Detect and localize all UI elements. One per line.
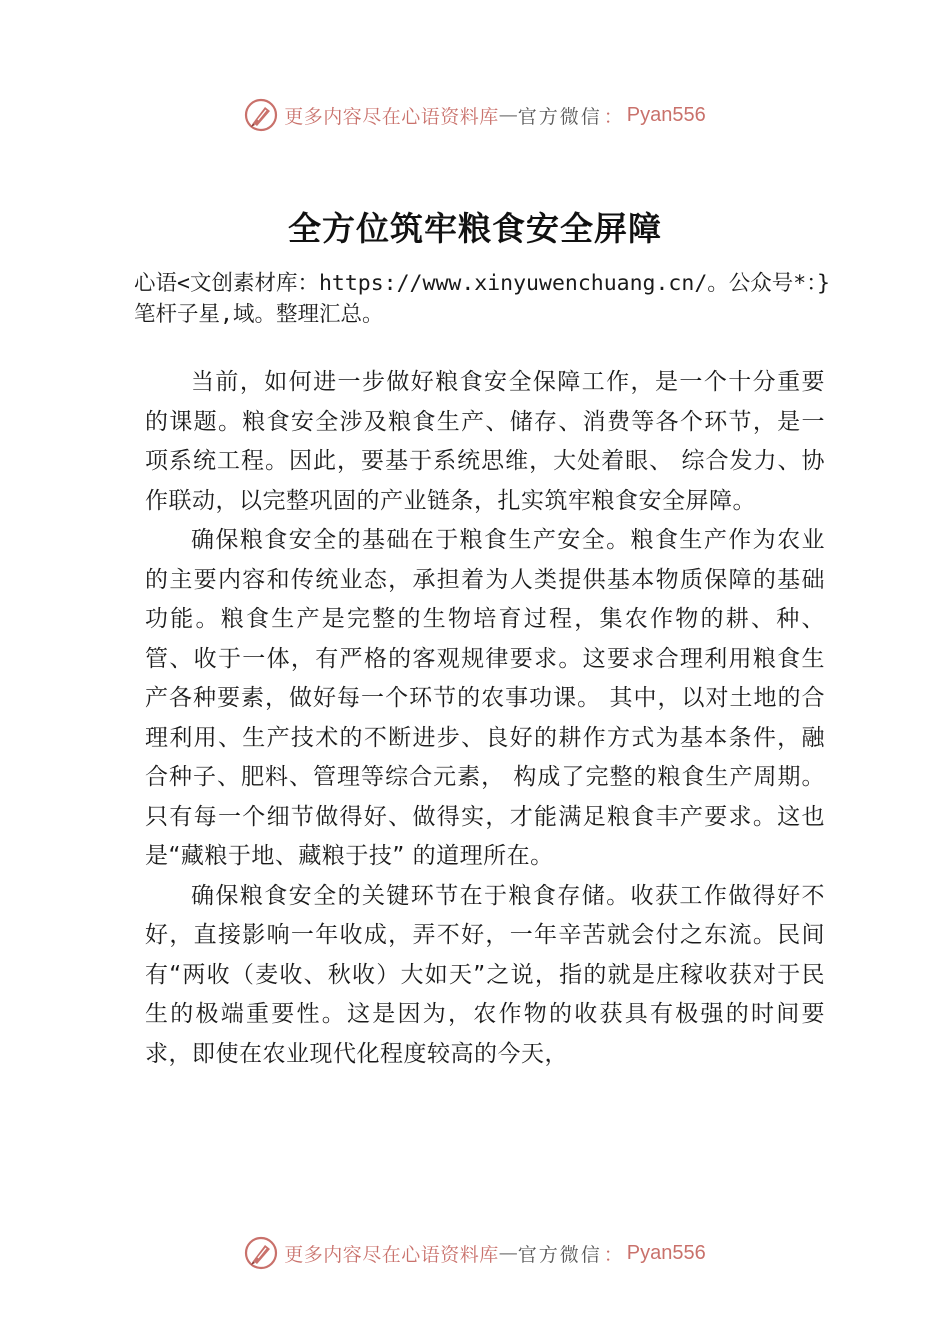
- banner-wechat-label: 官方微信: [517, 105, 602, 128]
- banner-text: 更多内容尽在心语资料库: [284, 105, 499, 128]
- footer-banner: [0, 1233, 950, 1273]
- article-body: [145, 363, 825, 1074]
- header-banner: [0, 95, 950, 135]
- banner-wechat-id: Pyan556: [626, 103, 706, 126]
- pen-nib-icon: [244, 98, 278, 132]
- paragraph: 确保粮食安全的关键环节在于粮食存储。收获工作做得好不好，直接影响一年收成，弄不好，一年辛苦就会付之东流。民间有“两收（麦收、秋收）大如天”之说，指的就是庄稼收获对于民生的极端重要性。这是因为，农作物的收获具有极强的时间要求，即使在农业现代化程度较高的今天，: [145, 882, 825, 1067]
- page-title: 全方位筑牢粮食安全屏障: [288, 209, 662, 248]
- source-line: 心语<文创素材库：https://www.xinyuwenchuang.cn/。公众号*：}笔杆子星,域。整理汇总。: [134, 271, 830, 327]
- banner-colon: ：: [603, 105, 623, 128]
- banner-text: 更多内容尽在心语资料库: [284, 1243, 499, 1266]
- paragraph: 确保粮食安全的基础在于粮食生产安全。粮食生产作为农业的主要内容和传统业态，承担着为人类提供基本物质保障的基础功能。粮食生产是完整的生物培育过程，集农作物的耕、种、管、收于一体，有严格的客观规律要求。这要求合理利用粮食生产各种要素，做好每一个环节的农事功课。 其中，以对土地的合理利用、生产技术的不断进步、良好的耕作方式为基本条件，融合种子、肥料、管理等综合元素， 构成了完整的粮食生产周期。只有每一个细节做得好、做得实，才能满足粮食丰产要求。这也是“藏粮于地、藏粮于技” 的道理所在。: [145, 527, 825, 869]
- banner-colon: ：: [603, 1243, 623, 1266]
- banner-separator: —: [498, 104, 518, 126]
- paragraph: 当前，如何进一步做好粮食安全保障工作，是一个十分重要的课题。粮食安全涉及粮食生产、储存、消费等各个环节，是一项系统工程。因此，要基于系统思维，大处着眼、 综合发力、协作联动，以完整巩固的产业链条，扎实筑牢粮食安全屏障。: [145, 369, 825, 514]
- pen-nib-icon: [244, 1236, 278, 1270]
- banner-wechat-label: 官方微信: [517, 1243, 602, 1266]
- banner-wechat-id: Pyan556: [626, 1241, 706, 1264]
- banner-separator: —: [498, 1242, 518, 1264]
